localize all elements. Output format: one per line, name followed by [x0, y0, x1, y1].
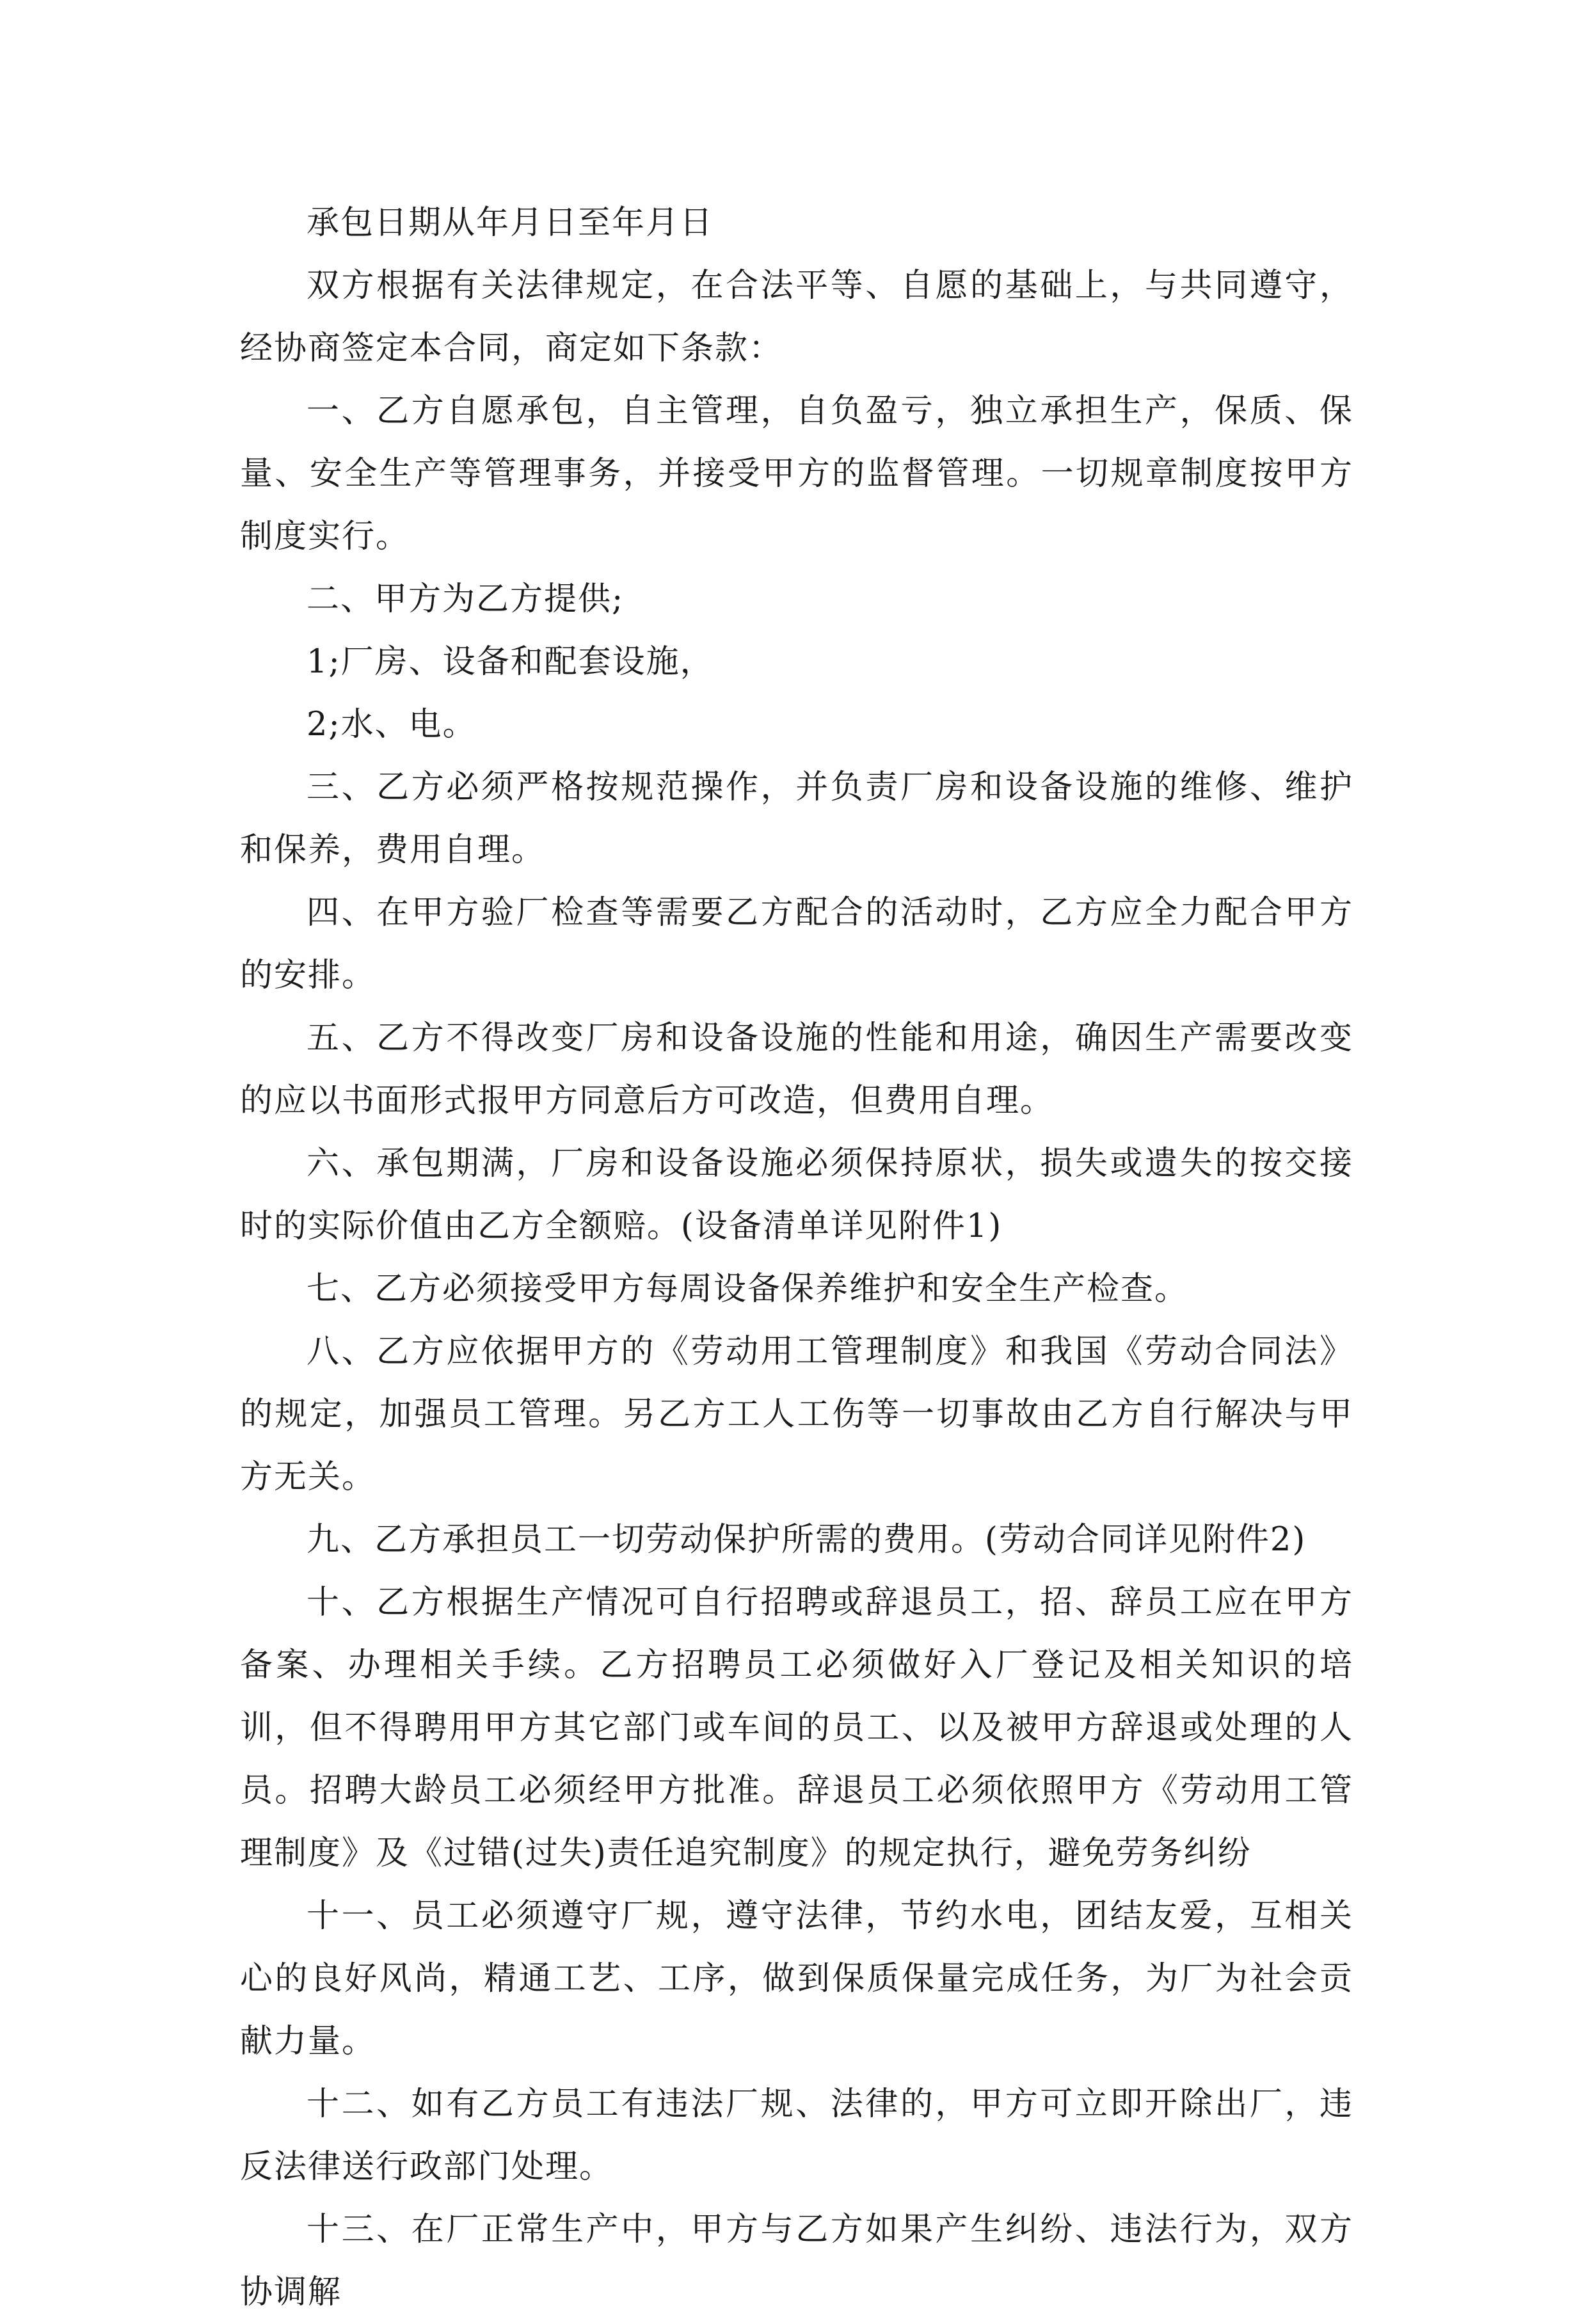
paragraph-clause-10: 十、乙方根据生产情况可自行招聘或辞退员工，招、辞员工应在甲方备案、办理相关手续。乙方招聘员工必须做好入厂登记及相关知识的培训，但不得聘用甲方其它部门或车间的员工、以及被甲方辞退或处理的人员。招聘大龄员工必须经甲方批准。辞退员工必须依照甲方《劳动用工管理制度》及《过错(过失)责任追究制度》的规定执行，避免劳务纠纷	[240, 1584, 1353, 1872]
paragraph-clause-4: 四、在甲方验厂检查等需要乙方配合的活动时，乙方应全力配合甲方的安排。	[240, 894, 1353, 994]
paragraph-clause-2: 二、甲方为乙方提供;	[307, 580, 625, 618]
paragraph-contract-period: 承包日期从年月日至年月日	[307, 204, 714, 242]
paragraph-clause-8: 八、乙方应依据甲方的《劳动用工管理制度》和我国《劳动合同法》的规定，加强员工管理。另乙方工人工伤等一切事故由乙方自行解决与甲方无关。	[240, 1333, 1353, 1496]
paragraph-clause-3: 三、乙方必须严格按规范操作，并负责厂房和设备设施的维修、维护和保养，费用自理。	[240, 768, 1353, 869]
paragraph-clause-11: 十一、员工必须遵守厂规，遵守法律，节约水电，团结友爱，互相关心的良好风尚，精通工艺、工序，做到保质保量完成任务，为厂为社会贡献力量。	[240, 1897, 1353, 2060]
paragraph-preamble: 双方根据有关法律规定，在合法平等、自愿的基础上，与共同遵守，经协商签定本合同，商定如下条款：	[240, 267, 1353, 367]
paragraph-clause-1: 一、乙方自愿承包，自主管理，自负盈亏，独立承担生产，保质、保量、安全生产等管理事务，并接受甲方的监督管理。一切规章制度按甲方制度实行。	[240, 392, 1353, 555]
paragraph-clause-12: 十二、如有乙方员工有违法厂规、法律的，甲方可立即开除出厂，违反法律送行政部门处理。	[240, 2085, 1353, 2186]
paragraph-clause-2-item-1: 1;厂房、设备和配套设施，	[307, 643, 714, 681]
paragraph-clause-6: 六、承包期满，厂房和设备设施必须保持原状，损失或遗失的按交接时的实际价值由乙方全额赔。(设备清单详见附件1)	[240, 1145, 1353, 1245]
document-body	[240, 192, 1353, 2324]
paragraph-clause-7: 七、乙方必须接受甲方每周设备保养维护和安全生产检查。	[307, 1270, 1189, 1308]
paragraph-clause-2-item-2: 2;水、电。	[307, 706, 477, 744]
paragraph-clause-13: 十三、在厂正常生产中，甲方与乙方如果产生纠纷、违法行为，双方协调解	[240, 2211, 1353, 2311]
paragraph-clause-5: 五、乙方不得改变厂房和设备设施的性能和用途，确因生产需要改变的应以书面形式报甲方同意后方可改造，但费用自理。	[240, 1019, 1353, 1120]
paragraph-clause-9: 九、乙方承担员工一切劳动保护所需的费用。(劳动合同详见附件2)	[307, 1521, 1307, 1559]
